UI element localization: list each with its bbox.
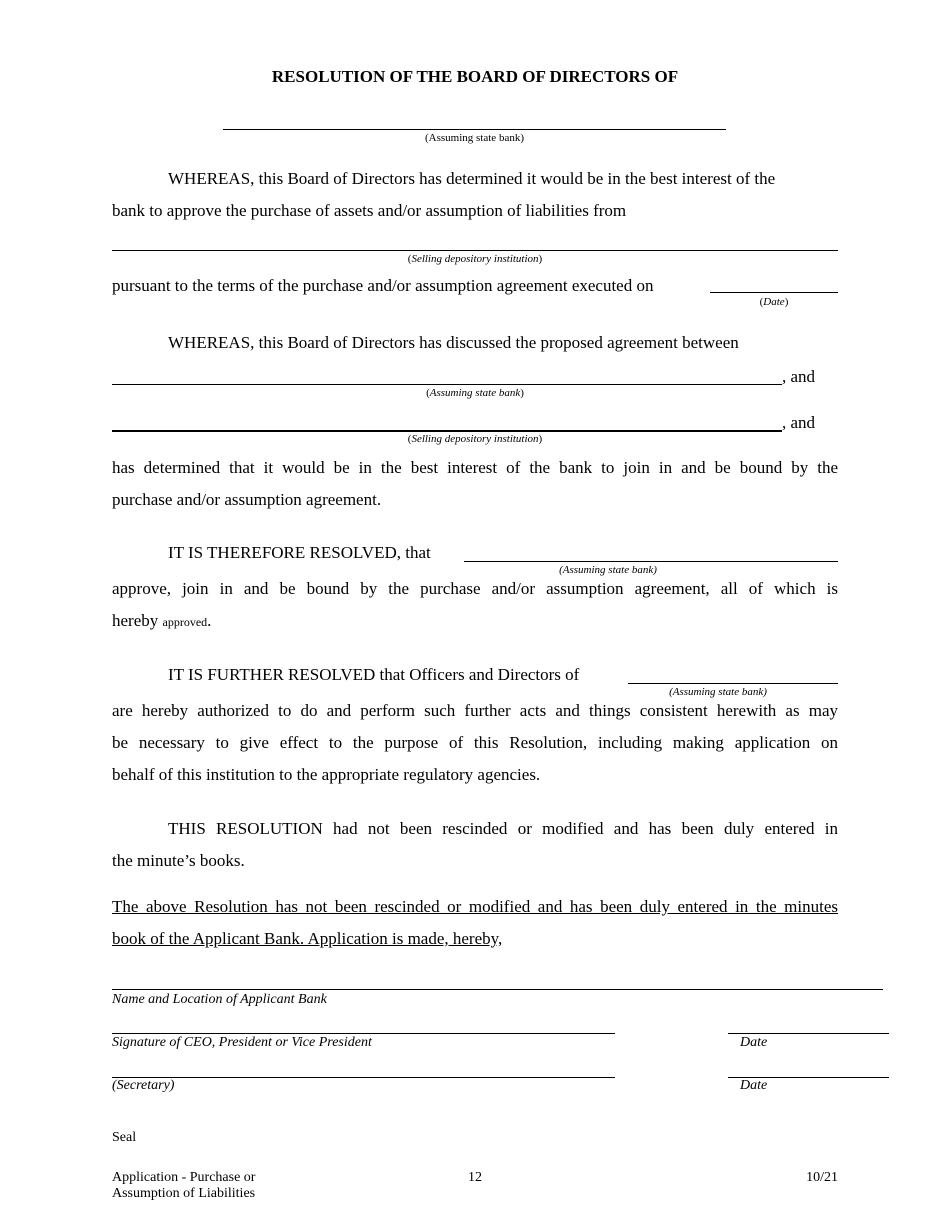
and-suffix-2: , and xyxy=(782,413,816,432)
determined-line1: has determined that it would be in the best interest of the bank to join in and be bound by the xyxy=(112,458,838,477)
determined-line2: purchase and/or assumption agreement. xyxy=(112,490,382,509)
date-caption-text: Date xyxy=(763,296,785,308)
footer-left-line1: Application - Purchase or xyxy=(112,1170,256,1185)
and-suffix-1: , and xyxy=(782,367,816,386)
resolved2-bank-line[interactable] xyxy=(628,683,838,684)
above-resolution-line2: book of the Applicant Bank. Application is made, hereby, xyxy=(112,929,503,948)
resolved2-line2: are hereby authorized to do and perform such further acts and things consistent herewith as may xyxy=(112,701,838,720)
document-title: RESOLUTION OF THE BOARD OF DIRECTORS OF xyxy=(271,67,679,86)
assuming-bank-name-line[interactable] xyxy=(223,129,726,130)
selling-institution-caption-text: Selling depository institution xyxy=(411,253,539,265)
whereas2-text: WHEREAS, this Board of Directors has discussed the proposed agreement between xyxy=(168,333,739,352)
whereas1-line2: bank to approve the purchase of assets and/or assumption of liabilities from xyxy=(112,201,627,220)
selling-institution-line[interactable] xyxy=(112,250,838,251)
selling-institution-line-2[interactable] xyxy=(112,430,782,432)
whereas1-line1: WHEREAS, this Board of Directors has determined it would be in the best interest of the xyxy=(168,169,776,188)
assuming-bank-caption: (Assuming state bank) xyxy=(425,132,524,144)
resolved1-line3 xyxy=(112,605,211,638)
this-resolution-line1: THIS RESOLUTION had not been rescinded or modified and has been duly entered in xyxy=(168,819,838,838)
footer-left-line2: Assumption of Liabilities xyxy=(112,1186,256,1201)
pursuant-text: pursuant to the terms of the purchase and/or assumption agreement executed on xyxy=(112,276,654,295)
assuming-bank-caption-2: (Assuming state bank) xyxy=(426,387,524,399)
resolved1-line2: approve, join in and be bound by the purchase and/or assumption agreement, all of which is xyxy=(112,579,838,598)
resolved2-bank-caption: (Assuming state bank) xyxy=(669,686,767,698)
assuming-bank-line-2[interactable] xyxy=(112,384,782,385)
seal-label: Seal xyxy=(112,1130,137,1145)
applicant-bank-line[interactable] xyxy=(112,989,883,990)
selling-institution-caption-2: (Selling depository institution) xyxy=(407,433,543,445)
agreement-date-line[interactable] xyxy=(710,292,838,293)
resolved2-line4: behalf of this institution to the appropriate regulatory agencies. xyxy=(112,765,541,784)
resolved1-period: . xyxy=(207,611,212,630)
revision-date: 10/21 xyxy=(806,1170,838,1185)
this-resolution-line2: the minute’s books. xyxy=(112,851,245,870)
resolved1-lead: IT IS THEREFORE RESOLVED, that xyxy=(168,543,431,562)
ceo-date-line[interactable] xyxy=(728,1033,889,1034)
secretary-label: (Secretary) xyxy=(112,1078,175,1093)
selling-institution-caption-2-text: Selling depository institution xyxy=(411,433,539,445)
above-resolution-line1: The above Resolution has not been rescinded or modified and has been duly entered in the minutes xyxy=(112,897,838,916)
resolved1-hereby: hereby xyxy=(112,611,159,630)
resolved2-lead: IT IS FURTHER RESOLVED that Officers and Directors of xyxy=(168,665,580,684)
ceo-date-label: Date xyxy=(740,1035,768,1050)
date-caption: (Date) xyxy=(759,296,789,308)
footer-left xyxy=(112,1170,255,1202)
applicant-bank-label: Name and Location of Applicant Bank xyxy=(112,992,327,1007)
assuming-bank-caption-2-text: Assuming state bank xyxy=(429,387,521,399)
selling-institution-caption: (Selling depository institution) xyxy=(407,253,543,265)
ceo-signature-label: Signature of CEO, President or Vice President xyxy=(112,1035,372,1050)
secretary-signature-line[interactable] xyxy=(112,1077,615,1078)
page-number: 12 xyxy=(468,1170,482,1185)
resolved1-bank-caption: (Assuming state bank) xyxy=(559,564,657,576)
resolved1-bank-line[interactable] xyxy=(464,561,838,562)
resolved2-line3: be necessary to give effect to the purpose of this Resolution, including making application on xyxy=(112,733,838,752)
resolved1-approved: approved xyxy=(162,615,208,629)
ceo-signature-line[interactable] xyxy=(112,1033,615,1034)
secretary-date-label: Date xyxy=(740,1078,768,1093)
